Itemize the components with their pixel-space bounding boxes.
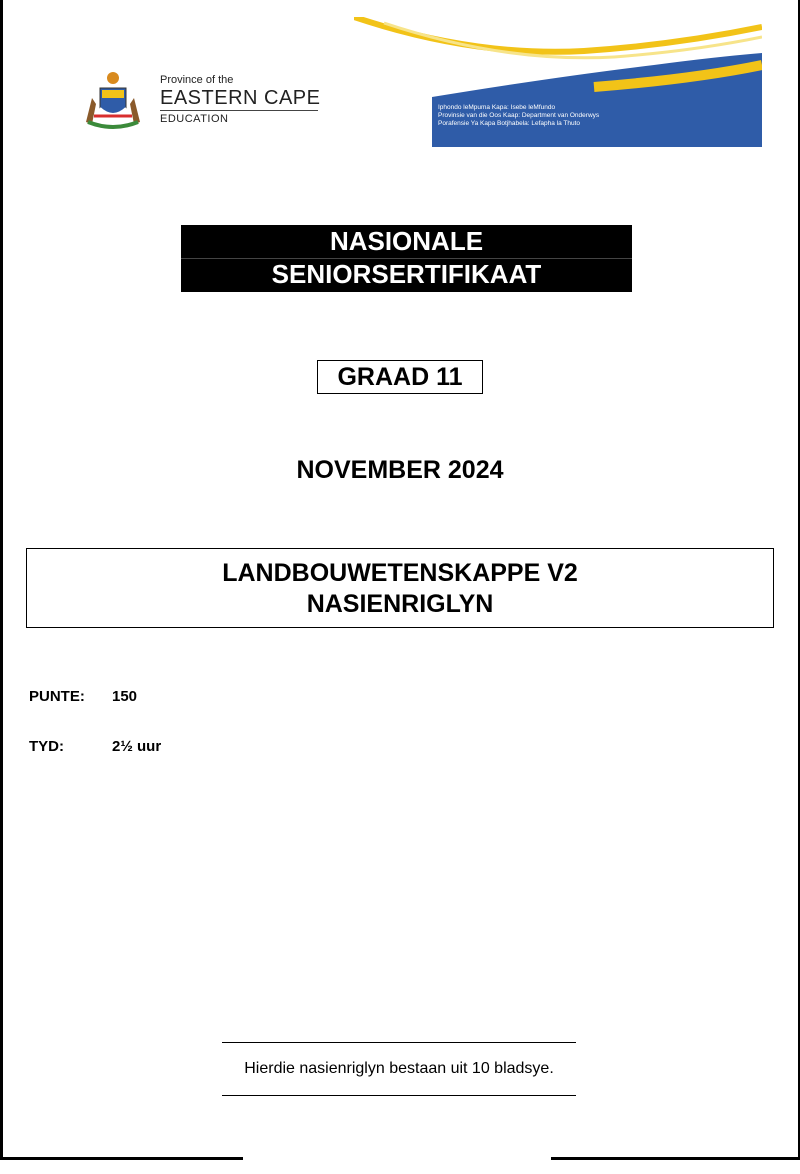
title-line-2: SENIORSERTIFIKAAT: [271, 259, 542, 289]
certificate-title-box: [181, 225, 632, 292]
document-type: NASIENRIGLYN: [306, 590, 494, 618]
banner-text: [438, 104, 599, 128]
title-separator: [181, 258, 632, 259]
logo-line-2: EASTERN CAPE: [160, 87, 321, 109]
grade-label: GRAAD 11: [317, 360, 483, 394]
marks-row: [29, 688, 137, 705]
banner-line-1: Iphondo leMpuma Kapa: Isebe leMfundo: [438, 104, 556, 111]
bottom-rule-right: [551, 1157, 800, 1160]
time-row: [29, 738, 161, 755]
subject-box: [26, 548, 774, 628]
time-value: 2½ uur: [112, 738, 162, 755]
page-border-left: [0, 0, 3, 1160]
footer-rule-top: [222, 1042, 576, 1043]
exam-date: NOVEMBER 2024: [296, 456, 504, 484]
page-count-note: Hierdie nasienriglyn bestaan uit 10 bladsye.: [244, 1060, 554, 1077]
marks-label: PUNTE:: [29, 688, 85, 705]
subject-title: LANDBOUWETENSKAPPE V2: [222, 559, 578, 587]
logo-rule: [160, 110, 318, 111]
coat-of-arms-icon: [70, 70, 156, 130]
banner-line-3: Porafensie Ya Kapa Botjhabela: Lefapha la Thuto: [438, 120, 581, 127]
marks-value: 150: [112, 688, 138, 705]
time-label: TYD:: [29, 738, 64, 755]
logo-line-3: EDUCATION: [160, 113, 229, 125]
title-line-1: NASIONALE: [329, 226, 484, 256]
bottom-rule-left: [0, 1157, 243, 1160]
logo-line-1: Province of the: [160, 74, 234, 86]
banner-line-2: Provinsie van die Oos Kaap: Department van Onderwys: [438, 112, 600, 119]
footer-rule-bottom: [222, 1095, 576, 1096]
eastern-cape-logo: [70, 70, 320, 130]
